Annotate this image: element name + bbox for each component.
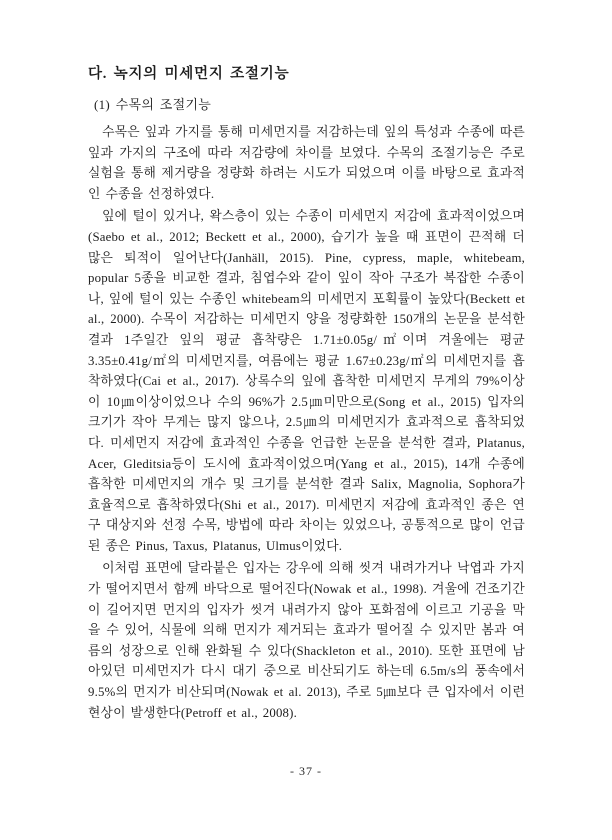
section-heading: 다. 녹지의 미세먼지 조절기능 — [88, 66, 290, 82]
subsection-heading: (1) 수목의 조절기능 — [94, 97, 212, 112]
page-number: - 37 - — [290, 764, 322, 778]
document-content — [88, 62, 525, 723]
paragraph: 수목은 잎과 가지를 통해 미세먼지를 저감하는데 잎의 특성과 수종에 따른 잎과 가지의 구조에 따라 저감량에 차이를 보였다. 수목의 조절기능은 주로 실험을 통해 제거량을 정량화 하려는 시도가 되었으며 이를 바탕으로 효과적인 수종을 선정하였다. — [88, 125, 525, 201]
paragraph: 잎에 털이 있거나, 왁스층이 있는 수종이 미세먼지 저감에 효과적이었으며(Saebo et al., 2012; Beckett et al., 2000), 습기가 높을 때 표면이 끈적해 더 많은 퇴적이 일어난다(Janhäll, 2015). Pine, cypress, maple, whitebeam, popular 5종을 비교한 결과, 침엽수와 같이 잎이 작아 구조가 복잡한 수종이나, 잎에 털이 있는 수종인 whitebeam의 미세먼지 포획률이 높았다(Beckett et al., 2000). 수목이 저감하는 미세먼지 양을 정량화한 150개의 논문을 분석한 결과 1주일간 잎의 평균 흡착량은 1.71±0.05g/㎡이며 겨울에는 평균 3.35±0.41g/㎡의 미세먼지를, 여름에는 평균 1.67±0.23g/㎡의 미세먼지를 흡착하였다(Cai et al., 2017). 상록수의 잎에 흡착한 미세먼지 무게의 79%이상이 10㎛이상이었으나 수의 96%가 2.5㎛미만으로(Song et al., 2015) 입자의 크기가 작아 무게는 많지 않으나, 2.5㎛의 미세먼지가 효과적으로 흡착되었다. 미세먼지 저감에 효과적인 수종을 언급한 논문을 분석한 결과, Platanus, Acer, Gleditsia등이 도시에 효과적이었으며(Yang et al., 2015), 14개 수종에 흡착한 미세먼지의 개수 및 크기를 분석한 결과 Salix, Magnolia, Sophora가 효율적으로 흡착하였다(Shi et al., 2017). 미세먼지 저감에 효과적인 종은 연구 대상지와 선정 수목, 방법에 따라 차이는 있었으나, 공통적으로 많이 언급된 종은 Pinus, Taxus, Platanus, Ulmus이었다. — [88, 209, 525, 553]
paragraph: 이처럼 표면에 달라붙은 입자는 강우에 의해 씻겨 내려가거나 낙엽과 가지가 떨어지면서 함께 바닥으로 떨어진다(Nowak et al., 1998). 겨울에 건조기간이 길어지면 먼지의 입자가 씻겨 내려가지 않아 포화점에 이르고 기공을 막을 수 있어, 식물에 의해 먼지가 제거되는 효과가 떨어질 수 있지만 봄과 여름의 성장으로 인해 완화될 수 있다(Shackleton et al., 2010). 또한 표면에 남아있던 미세먼지가 다시 대기 중으로 비산되기도 하는데 6.5m/s의 풍속에서 9.5%의 먼지가 비산되며(Nowak et al. 2013), 주로 5㎛보다 큰 입자에서 이런 현상이 발생한다(Petroff et al., 2008). — [88, 561, 525, 720]
